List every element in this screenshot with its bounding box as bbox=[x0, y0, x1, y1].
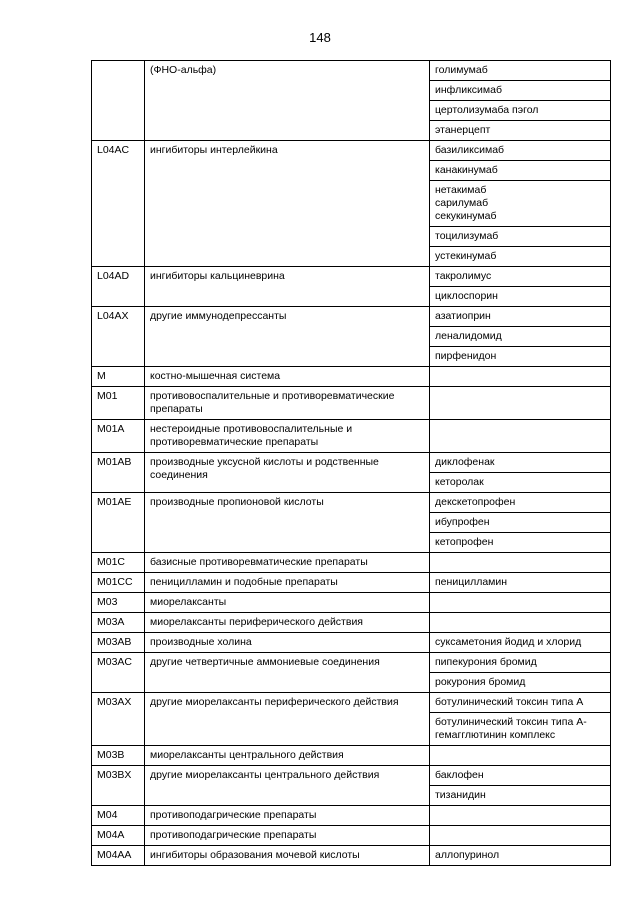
table-row bbox=[92, 746, 611, 766]
drug-name-cell: цертолизумаба пэгол bbox=[430, 101, 611, 121]
table-row bbox=[92, 653, 611, 673]
group-name-cell: ингибиторы интерлейкина bbox=[145, 141, 430, 267]
atc-code-cell: M01C bbox=[92, 553, 145, 573]
atc-code-cell: M03B bbox=[92, 746, 145, 766]
group-name-cell: миорелаксанты центрального действия bbox=[145, 746, 430, 766]
atc-code-cell: M01AE bbox=[92, 493, 145, 553]
group-name-cell: противоподагрические препараты bbox=[145, 806, 430, 826]
drug-name-cell: нетакимаб сарилумаб секукинумаб bbox=[430, 181, 611, 227]
atc-code-cell bbox=[92, 61, 145, 141]
group-name-cell: пеницилламин и подобные препараты bbox=[145, 573, 430, 593]
drug-name-cell: баклофен bbox=[430, 766, 611, 786]
atc-code-cell: M01CC bbox=[92, 573, 145, 593]
table-row bbox=[92, 766, 611, 786]
group-name-cell: производные уксусной кислоты и родственные соединения bbox=[145, 453, 430, 493]
atc-code-cell: M04 bbox=[92, 806, 145, 826]
atc-code-cell: M01A bbox=[92, 420, 145, 453]
atc-code-cell: M04AA bbox=[92, 846, 145, 866]
group-name-cell: миорелаксанты bbox=[145, 593, 430, 613]
group-name-cell: миорелаксанты периферического действия bbox=[145, 613, 430, 633]
drug-name-cell: кетопрофен bbox=[430, 533, 611, 553]
drug-name-cell: рокурония бромид bbox=[430, 673, 611, 693]
atc-code-cell: M01 bbox=[92, 387, 145, 420]
table-row bbox=[92, 553, 611, 573]
atc-code-cell: M04A bbox=[92, 826, 145, 846]
table-row bbox=[92, 493, 611, 513]
table-row bbox=[92, 573, 611, 593]
group-name-cell: другие миорелаксанты центрального действия bbox=[145, 766, 430, 806]
page-number: 148 bbox=[309, 30, 331, 45]
table-row bbox=[92, 367, 611, 387]
atc-code-cell: M03A bbox=[92, 613, 145, 633]
drug-name-cell: леналидомид bbox=[430, 327, 611, 347]
atc-table bbox=[91, 60, 611, 866]
drug-name-cell: ибупрофен bbox=[430, 513, 611, 533]
drug-name-cell bbox=[430, 420, 611, 453]
drug-name-cell: такролимус bbox=[430, 267, 611, 287]
drug-name-cell: базиликсимаб bbox=[430, 141, 611, 161]
table-row bbox=[92, 420, 611, 453]
table-row bbox=[92, 307, 611, 327]
table-row bbox=[92, 61, 611, 81]
drug-name-cell: декскетопрофен bbox=[430, 493, 611, 513]
atc-code-cell: L04AD bbox=[92, 267, 145, 307]
drug-name-cell: циклоспорин bbox=[430, 287, 611, 307]
drug-name-cell bbox=[430, 367, 611, 387]
table-row bbox=[92, 846, 611, 866]
drug-name-cell: тоцилизумаб bbox=[430, 227, 611, 247]
group-name-cell: нестероидные противовоспалительные и противоревматические препараты bbox=[145, 420, 430, 453]
atc-code-cell: M01AB bbox=[92, 453, 145, 493]
drug-name-cell bbox=[430, 746, 611, 766]
table-row bbox=[92, 387, 611, 420]
group-name-cell: другие четвертичные аммониевые соединения bbox=[145, 653, 430, 693]
drug-name-cell bbox=[430, 553, 611, 573]
table-row bbox=[92, 826, 611, 846]
drug-name-cell: голимумаб bbox=[430, 61, 611, 81]
drug-name-cell bbox=[430, 387, 611, 420]
table-row bbox=[92, 141, 611, 161]
atc-code-cell: M bbox=[92, 367, 145, 387]
table-row bbox=[92, 593, 611, 613]
atc-code-cell: L04AC bbox=[92, 141, 145, 267]
table-row bbox=[92, 806, 611, 826]
table-row bbox=[92, 267, 611, 287]
group-name-cell: (ФНО-альфа) bbox=[145, 61, 430, 141]
atc-code-cell: M03AX bbox=[92, 693, 145, 746]
drug-name-cell bbox=[430, 806, 611, 826]
table-row bbox=[92, 453, 611, 473]
drug-name-cell: пеницилламин bbox=[430, 573, 611, 593]
drug-name-cell: этанерцепт bbox=[430, 121, 611, 141]
drug-name-cell: ботулинический токсин типа A bbox=[430, 693, 611, 713]
drug-name-cell bbox=[430, 826, 611, 846]
atc-code-cell: M03AC bbox=[92, 653, 145, 693]
atc-code-cell: M03BX bbox=[92, 766, 145, 806]
group-name-cell: производные холина bbox=[145, 633, 430, 653]
drug-name-cell: пипекурония бромид bbox=[430, 653, 611, 673]
drug-name-cell: инфликсимаб bbox=[430, 81, 611, 101]
group-name-cell: базисные противоревматические препараты bbox=[145, 553, 430, 573]
drug-name-cell: ботулинический токсин типа A-гемагглютинин комплекс bbox=[430, 713, 611, 746]
group-name-cell: производные пропионовой кислоты bbox=[145, 493, 430, 553]
drug-name-cell: канакинумаб bbox=[430, 161, 611, 181]
drug-name-cell: азатиоприн bbox=[430, 307, 611, 327]
group-name-cell: противоподагрические препараты bbox=[145, 826, 430, 846]
table-row bbox=[92, 633, 611, 653]
drug-name-cell: кеторолак bbox=[430, 473, 611, 493]
drug-name-cell: суксаметония йодид и хлорид bbox=[430, 633, 611, 653]
table-row bbox=[92, 613, 611, 633]
atc-table-body bbox=[92, 61, 611, 866]
drug-name-cell: устекинумаб bbox=[430, 247, 611, 267]
group-name-cell: ингибиторы кальциневрина bbox=[145, 267, 430, 307]
group-name-cell: костно-мышечная система bbox=[145, 367, 430, 387]
group-name-cell: противовоспалительные и противоревматические препараты bbox=[145, 387, 430, 420]
group-name-cell: другие иммунодепрессанты bbox=[145, 307, 430, 367]
atc-code-cell: L04AX bbox=[92, 307, 145, 367]
atc-code-cell: M03 bbox=[92, 593, 145, 613]
drug-name-cell: тизанидин bbox=[430, 786, 611, 806]
drug-name-cell: диклофенак bbox=[430, 453, 611, 473]
drug-name-cell bbox=[430, 613, 611, 633]
drug-name-cell: пирфенидон bbox=[430, 347, 611, 367]
drug-name-cell: аллопуринол bbox=[430, 846, 611, 866]
atc-code-cell: M03AB bbox=[92, 633, 145, 653]
drug-name-cell bbox=[430, 593, 611, 613]
table-row bbox=[92, 693, 611, 713]
group-name-cell: другие миорелаксанты периферического действия bbox=[145, 693, 430, 746]
group-name-cell: ингибиторы образования мочевой кислоты bbox=[145, 846, 430, 866]
